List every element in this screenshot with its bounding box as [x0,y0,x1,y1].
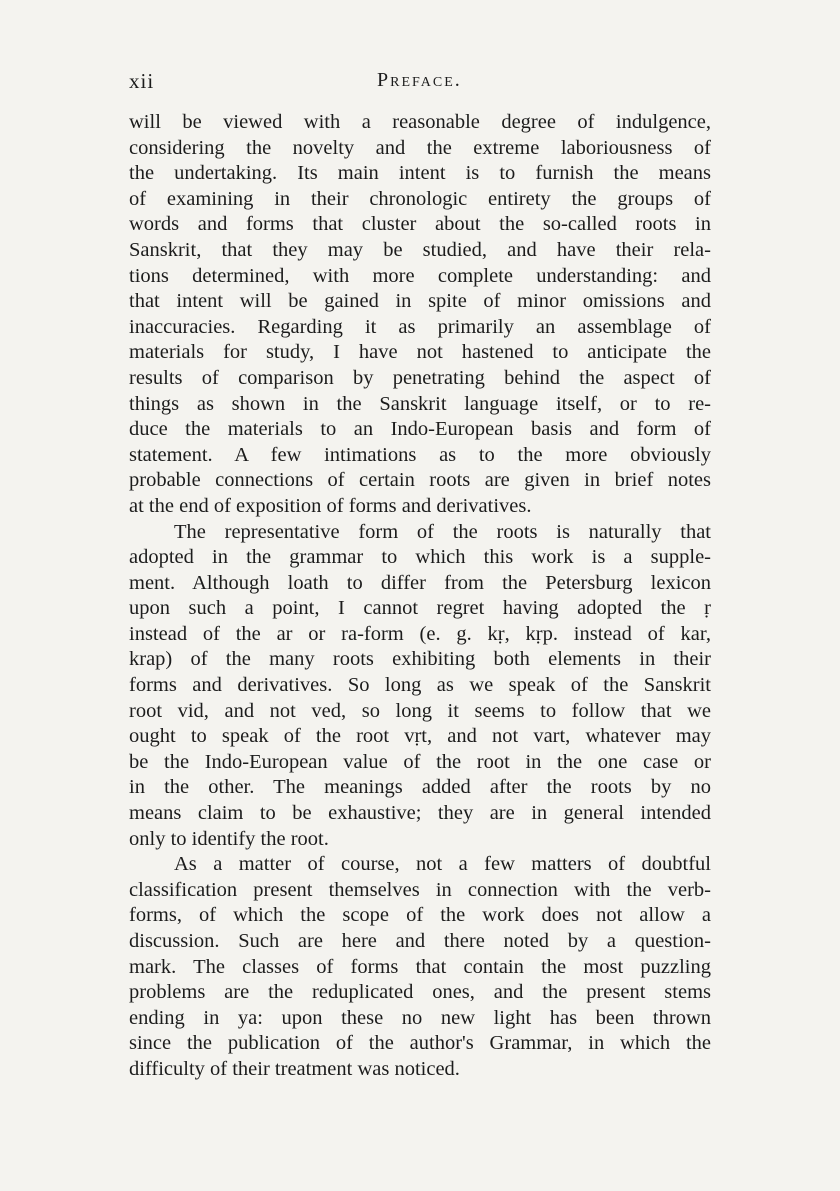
text-line: words and forms that cluster about the so-called roots in [129,213,711,236]
text-line: ought to speak of the root vṛt, and not vart, whatever may [129,725,711,748]
text-line: at the end of exposition of forms and derivatives. [129,494,532,517]
text-line: difficulty of their treatment was noticed. [129,1057,460,1080]
text-line: As a matter of course, not a few matters of doubtful [174,853,711,876]
text-line: problems are the reduplicated ones, and the present stems [129,981,711,1004]
text-line: means claim to be exhaustive; they are in general intended [129,802,711,825]
paragraph [129,520,711,853]
text-line: forms, of which the scope of the work does not allow a [129,904,711,927]
text-line: krap) of the many roots exhibiting both elements in their [129,648,711,671]
text-line: mark. The classes of forms that contain the most puzzling [129,955,711,978]
text-line: the undertaking. Its main intent is to furnish the means [129,162,711,185]
text-line: forms and derivatives. So long as we speak of the Sanskrit [129,674,711,697]
text-line: materials for study, I have not hastened to anticipate the [129,341,711,364]
text-line: duce the materials to an Indo-European basis and form of [129,418,711,441]
text-line: statement. A few intimations as to the more obviously [129,443,711,466]
text-line: considering the novelty and the extreme laboriousness of [129,136,711,159]
text-line: instead of the ar or ra-form (e. g. kṛ, kṛp. instead of kar, [129,622,711,645]
body-text [129,110,711,1083]
text-line: inaccuracies. Regarding it as primarily an assemblage of [129,315,711,338]
text-line: things as shown in the Sanskrit language itself, or to re- [129,392,711,415]
text-line: ment. Although loath to differ from the Petersburg lexicon [129,571,711,594]
text-line: results of comparison by penetrating behind the aspect of [129,366,711,389]
text-line: be the Indo-European value of the root in the one case or [129,750,711,773]
text-line: tions determined, with more complete understanding: and [129,264,711,287]
text-line: will be viewed with a reasonable degree of indulgence, [129,111,711,133]
text-line: The representative form of the roots is naturally that [174,520,711,543]
text-line: discussion. Such are here and there noted by a question- [129,930,711,952]
text-line: Sanskrit, that they may be studied, and have their rela- [129,238,711,261]
text-line: of examining in their chronologic entirety the groups of [129,187,711,210]
text-line: in the other. The meanings added after the roots by no [129,776,711,799]
text-line: that intent will be gained in spite of minor omissions and [129,290,711,313]
page-number: xii [129,69,155,93]
page-header [129,63,709,99]
paragraph [129,852,711,1082]
text-line: root vid, and not ved, so long it seems to follow that we [129,699,711,722]
paragraph [129,110,711,520]
text-line: classification present themselves in connection with the verb- [129,878,711,901]
text-line: probable connections of certain roots are given in brief notes [129,469,711,492]
text-line: upon such a point, I cannot regret having adopted the ṛ [129,597,711,620]
text-line: ending in ya: upon these no new light has been thrown [129,1006,711,1029]
running-title: Preface. [377,69,462,91]
text-line: since the publication of the author's Grammar, in which the [129,1032,711,1055]
text-line: adopted in the grammar to which this work is a supple- [129,546,711,569]
text-line: only to identify the root. [129,827,329,850]
